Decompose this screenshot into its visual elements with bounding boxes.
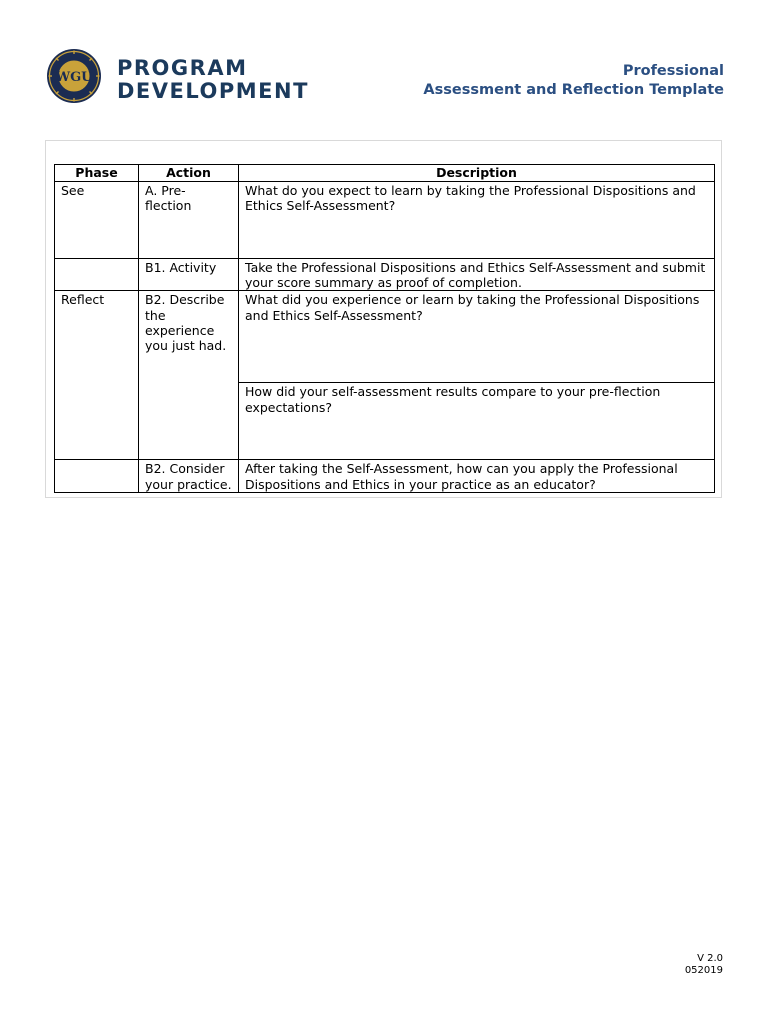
- column-header-action: Action: [139, 165, 239, 182]
- phase-cell: See: [55, 182, 139, 259]
- column-header-description: Description: [239, 165, 715, 182]
- description-cell: What do you expect to learn by taking the Professional Dispositions and Ethics Self-Assessment?: [239, 182, 715, 259]
- table-row: [55, 259, 715, 291]
- description-cell: What did you experience or learn by taking the Professional Dispositions and Ethics Self-Assessment?: [239, 291, 715, 383]
- action-cell: A. Pre-flection: [139, 182, 239, 259]
- brand-wordmark: [117, 57, 309, 103]
- table-row: [55, 291, 715, 383]
- document-title-line-2: Assessment and Reflection Template: [423, 81, 724, 98]
- assessment-table: [54, 164, 715, 493]
- seal-monogram: WGU: [55, 70, 93, 85]
- wgu-seal-graphic: [46, 47, 102, 105]
- document-title: [423, 62, 724, 99]
- phase-cell: [55, 460, 139, 492]
- phase-cell: Reflect: [55, 291, 139, 460]
- brand-line-2: DEVELOPMENT: [117, 79, 309, 103]
- action-cell: B1. Activity: [139, 259, 239, 291]
- table-row: [55, 182, 715, 259]
- page-header: [46, 47, 724, 107]
- version-stamp: [685, 953, 723, 977]
- wgu-seal-icon: [46, 47, 102, 105]
- description-cell: How did your self-assessment results compare to your pre-flection expectations?: [239, 383, 715, 460]
- description-cell: Take the Professional Dispositions and Ethics Self-Assessment and submit your score summary as proof of completion.: [239, 259, 715, 291]
- table-row: [55, 460, 715, 492]
- phase-cell: [55, 259, 139, 291]
- column-header-phase: Phase: [55, 165, 139, 182]
- table-header-row: [55, 165, 715, 182]
- brand-line-1: PROGRAM: [117, 56, 248, 80]
- document-title-line-1: Professional: [622, 63, 724, 79]
- action-cell: B2. Describe the experience you just had.: [139, 291, 239, 460]
- version-date-code: 052019: [684, 965, 723, 976]
- action-cell: B2. Consider your practice.: [139, 460, 239, 492]
- description-cell: After taking the Self-Assessment, how can you apply the Professional Dispositions and Ethics in your practice as an educator?: [239, 460, 715, 492]
- version-number: V 2.0: [697, 953, 723, 964]
